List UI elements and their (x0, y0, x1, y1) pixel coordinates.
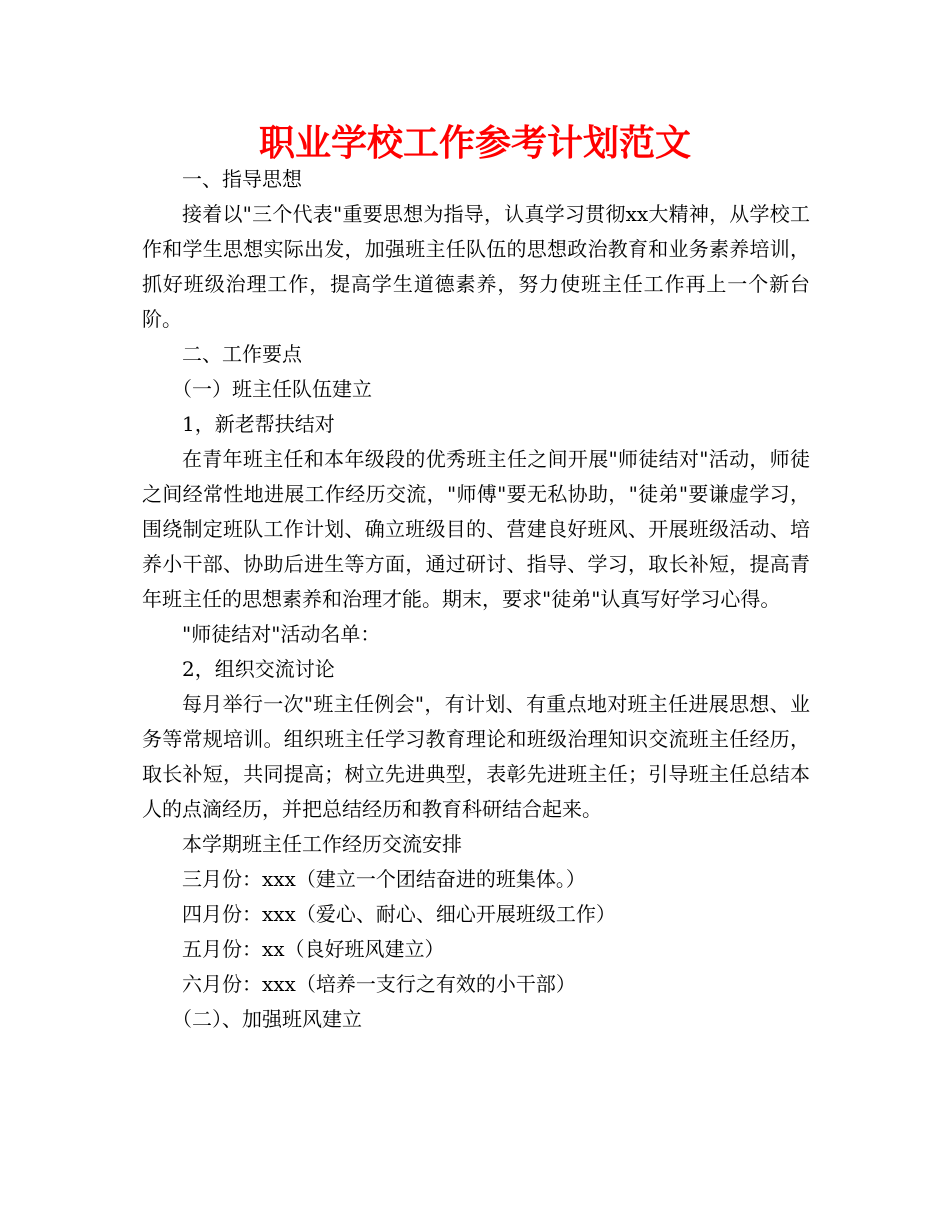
schedule-march: 三月份：xxx（建立一个团结奋进的班集体。） (182, 867, 586, 891)
subsection-heading-class-spirit: （二）、加强班风建立 (172, 1007, 362, 1031)
document-body (142, 162, 810, 1037)
schedule-may: 五月份：xx（良好班风建立） (182, 937, 445, 961)
document-title: 职业学校工作参考计划范文 (258, 123, 691, 164)
item-heading-mentoring: 1，新老帮扶结对 (182, 412, 335, 436)
paragraph-mentoring: 在青年班主任和本年级段的优秀班主任之间开展"师徒结对"活动，师徒之间经常性地进展工作经历交流，"师傅"要无私协助，"徒弟"要谦虚学习，围绕制定班队工作计划、确立班级目的、营建良好班风、开展班级活动、培养小干部、协助后进生等方面，通过研讨、指导、学习，取长补短，提高青年班主任的思想素养和治理才能。期末，要求"徒弟"认真写好学习心得。 (142, 447, 810, 611)
section-heading-guiding-thought: 一、指导思想 (182, 167, 302, 191)
item-heading-exchange: 2，组织交流讨论 (182, 657, 335, 681)
mentoring-list-label: "师徒结对"活动名单： (182, 622, 381, 646)
subsection-heading-team-building: （一）班主任队伍建立 (172, 377, 372, 401)
section-heading-work-points: 二、工作要点 (182, 342, 302, 366)
schedule-june: 六月份：xxx（培养一支行之有效的小干部） (182, 972, 576, 996)
schedule-heading: 本学期班主任工作经历交流安排 (182, 832, 462, 856)
schedule-april: 四月份：xxx（爱心、耐心、细心开展班级工作） (182, 902, 616, 926)
paragraph-guiding-thought: 接着以"三个代表"重要思想为指导，认真学习贯彻xx大精神，从学校工作和学生思想实际出发，加强班主任队伍的思想政治教育和业务素养培训，抓好班级治理工作，提高学生道德素养，努力使班主任工作再上一个新台阶。 (142, 202, 810, 331)
paragraph-exchange: 每月举行一次"班主任例会"，有计划、有重点地对班主任进展思想、业务等常规培训。组织班主任学习教育理论和班级治理知识交流班主任经历，取长补短，共同提高；树立先进典型，表彰先进班主任；引导班主任总结本人的点滴经历，并把总结经历和教育科研结合起来。 (142, 692, 810, 821)
